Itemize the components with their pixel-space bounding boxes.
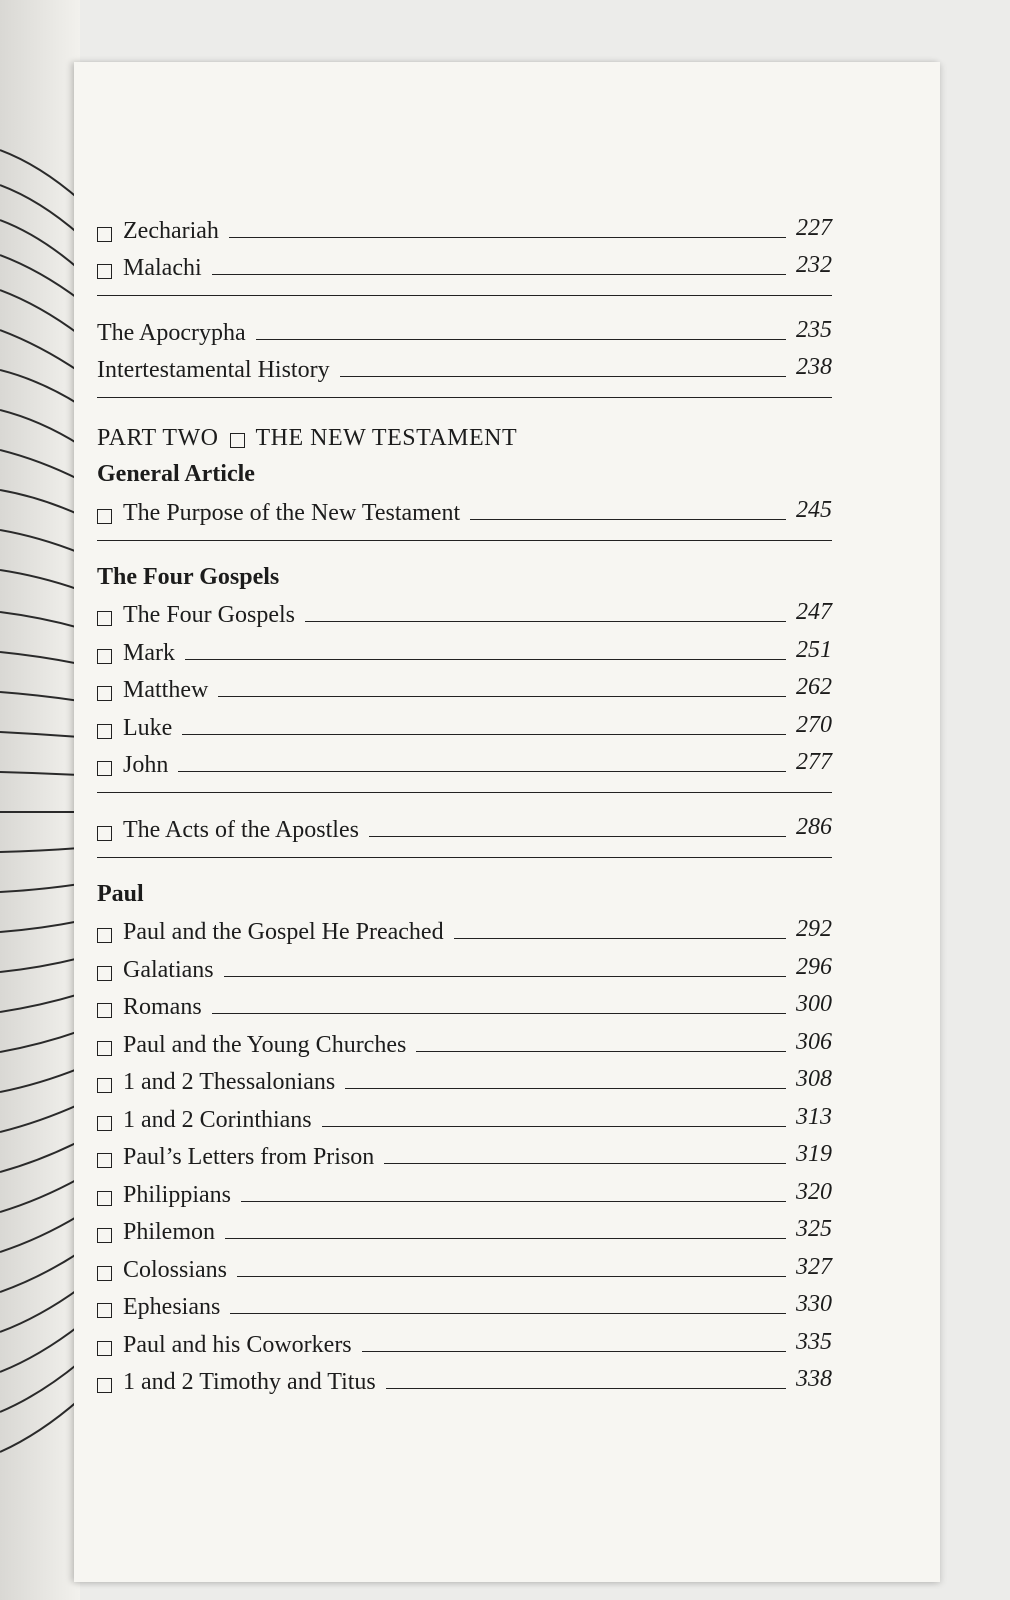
section-divider [97,792,832,793]
toc-page-number: 319 [796,1141,832,1167]
toc-entry [97,1322,832,1360]
checkbox-icon [97,724,112,739]
toc-page-number: 327 [796,1253,832,1280]
checkbox-icon [97,1228,112,1243]
leader-line [185,659,786,660]
toc-entry-label: Malachi [123,255,202,281]
leader-line [212,274,786,275]
section-divider [97,857,832,858]
toc-page-number: 262 [796,674,832,700]
toc-entry-label: The Four Gospels [123,602,295,628]
toc-page-number: 335 [796,1328,832,1355]
toc-entry-label: The Apocrypha [97,319,246,346]
section-divider [97,397,832,398]
toc-page-number: 245 [796,496,832,523]
checkbox-icon [97,264,112,279]
section-heading: Paul [97,880,144,907]
section-heading: The Four Gospels [97,563,280,590]
toc-entry-label: Paul and his Coworkers [123,1331,352,1358]
toc-page-number: 286 [796,813,832,840]
toc-entry [97,705,832,743]
toc-entry [97,985,832,1023]
toc-entry-label: Luke [123,714,173,741]
checkbox-icon [97,1116,112,1131]
toc-page-number: 306 [796,1028,832,1055]
toc-entry [97,630,832,668]
checkbox-icon [230,433,245,448]
checkbox-icon [97,686,112,701]
toc-page-number: 247 [796,599,832,625]
checkbox-icon [97,1041,112,1056]
toc-page-number: 227 [796,214,832,241]
checkbox-icon [97,1303,112,1318]
toc-entry-label: Mark [123,639,175,666]
leader-line [229,237,786,238]
leader-line [182,734,786,735]
section-heading: General Article [97,461,255,487]
checkbox-icon [97,1003,112,1018]
toc-entry-label: Matthew [123,677,209,703]
toc-entry [97,743,832,781]
toc-page-number: 296 [796,953,832,980]
toc-entry [97,246,832,284]
part-title: THE NEW TESTAMENT [255,425,518,451]
toc-entry [97,208,832,246]
leader-line [241,1201,786,1202]
checkbox-icon [97,1378,112,1393]
checkbox-icon [97,1266,112,1281]
toc-entry [97,1022,832,1060]
checkbox-icon [97,227,112,242]
checkbox-icon [97,611,112,626]
toc-entry-label: Intertestamental History [97,357,330,383]
toc-entry [97,490,832,528]
toc-entry-label: The Acts of the Apostles [123,816,359,843]
section-divider [97,295,832,296]
toc-entry [97,1247,832,1285]
toc-page-number: 325 [796,1216,832,1242]
toc-entry-label: Zechariah [123,217,219,244]
leader-line [218,696,786,697]
leader-line [322,1126,786,1127]
toc-page-number: 238 [796,354,832,380]
toc-entry [97,348,832,386]
toc-page-number: 338 [796,1366,832,1392]
checkbox-icon [97,1191,112,1206]
part-heading [97,412,832,452]
toc-entry [97,1097,832,1135]
toc-entry [97,1172,832,1210]
leader-line [345,1088,786,1089]
leader-line [230,1313,786,1314]
toc-entry-label: 1 and 2 Timothy and Titus [123,1369,376,1395]
toc-page-number: 320 [796,1178,832,1205]
toc-entry-label: 1 and 2 Thessalonians [123,1069,336,1095]
checkbox-icon [97,1153,112,1168]
checkbox-icon [97,1341,112,1356]
leader-line [416,1051,786,1052]
toc-entry [97,947,832,985]
toc-entry-label: Philippians [123,1181,232,1208]
leader-line [178,771,786,772]
toc-entry-label: Paul and the Young Churches [123,1031,407,1058]
part-prefix: PART TWO [97,425,219,451]
leader-line [305,621,786,622]
leader-line [386,1388,786,1389]
checkbox-icon [97,761,112,776]
toc-page-number: 235 [796,316,832,343]
left-facing-page-edge [0,0,80,1600]
checkbox-icon [97,649,112,664]
toc-page-number: 308 [796,1066,832,1092]
toc-entry [97,593,832,631]
leader-line [384,1163,786,1164]
checkbox-icon [97,826,112,841]
leader-line [362,1351,786,1352]
toc-page-number: 232 [796,252,832,278]
checkbox-icon [97,928,112,943]
toc-entry [97,910,832,948]
leader-line [224,976,786,977]
toc-entry [97,668,832,706]
toc-entry [97,1360,832,1398]
toc-entry-label: Paul and the Gospel He Preached [123,919,444,945]
leader-line [470,519,786,520]
toc-entry-label: 1 and 2 Corinthians [123,1106,312,1133]
toc-entry-label: The Purpose of the New Testament [123,499,461,526]
toc-page-number: 330 [796,1291,832,1317]
toc-page-number: 292 [796,916,832,942]
toc-entry-label: John [123,752,169,778]
toc-entry [97,1210,832,1248]
leader-line [256,339,786,340]
leader-line [237,1276,786,1277]
toc-entry-label: Romans [123,994,202,1020]
checkbox-icon [97,1078,112,1093]
toc-entry [97,310,832,348]
toc-entry [97,1285,832,1323]
toc-entry-label: Paul’s Letters from Prison [123,1144,375,1170]
table-of-contents [97,208,832,1397]
toc-entry-label: Philemon [123,1219,216,1245]
toc-entry-label: Galatians [123,956,214,983]
toc-entry [97,1135,832,1173]
toc-page-number: 313 [796,1103,832,1130]
toc-entry-label: Ephesians [123,1294,221,1320]
checkbox-icon [97,966,112,981]
section-divider [97,540,832,541]
checkbox-icon [97,509,112,524]
toc-page-number: 270 [796,711,832,738]
leader-line [225,1238,786,1239]
toc-page-number: 277 [796,749,832,775]
toc-entry [97,1060,832,1098]
toc-entry-label: Colossians [123,1256,228,1283]
toc-entry [97,807,832,845]
toc-page-number: 300 [796,991,832,1017]
leader-line [340,376,786,377]
toc-page-number: 251 [796,636,832,663]
leader-line [454,938,786,939]
leader-line [212,1013,786,1014]
left-page-ruled-lines [0,0,80,1600]
leader-line [369,836,786,837]
